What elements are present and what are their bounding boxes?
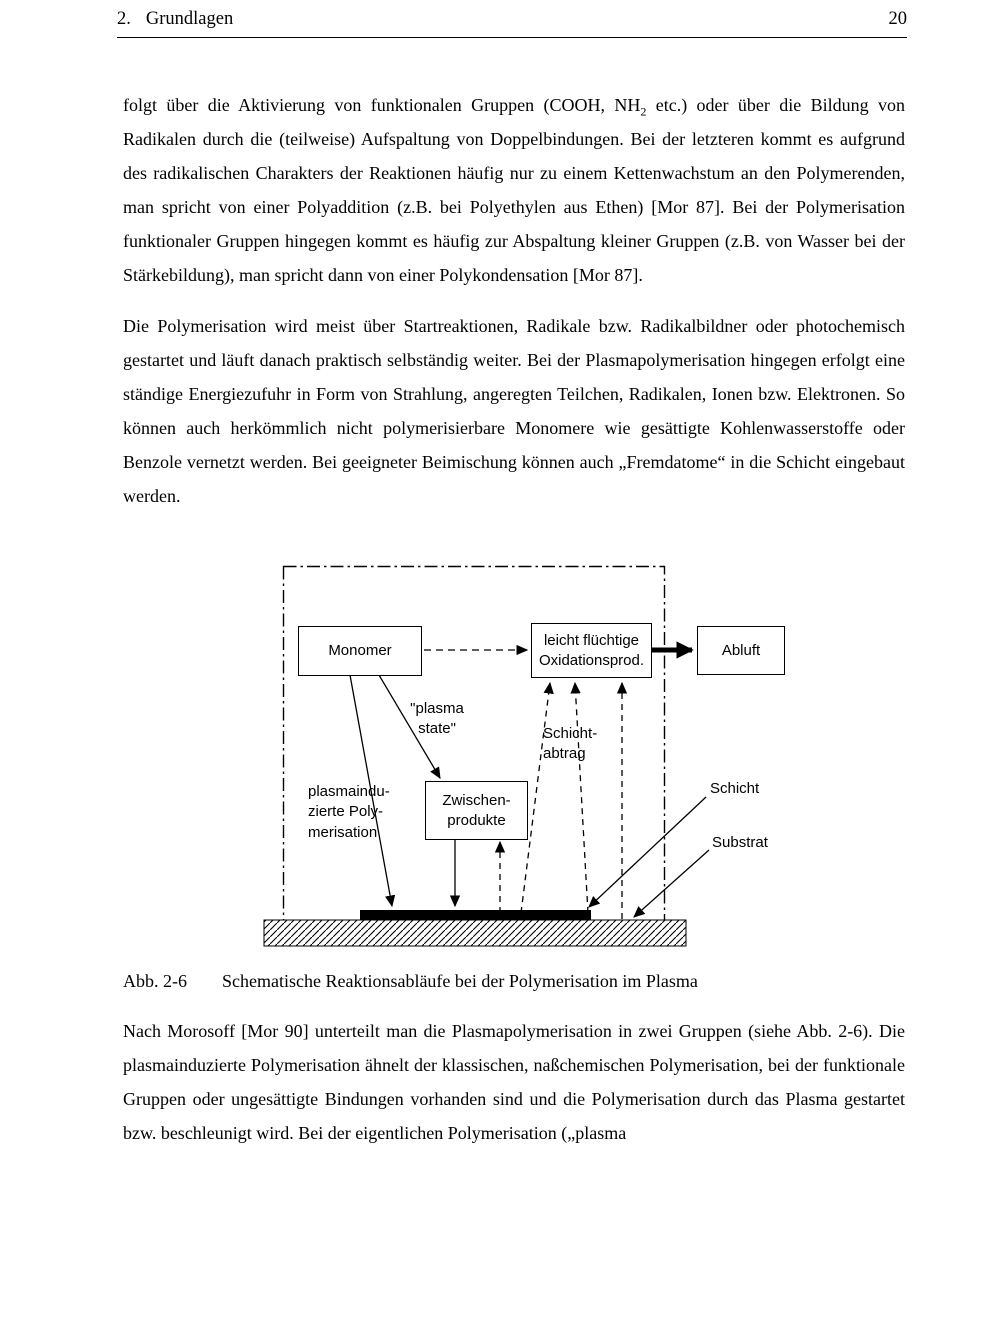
plasma-state-label [391, 699, 483, 740]
schichtabtrag-label [543, 724, 623, 765]
oxidation-products-box [531, 623, 652, 678]
zwischenprodukte-box-label [442, 791, 510, 829]
schicht-layer [360, 910, 591, 920]
section-heading [117, 9, 233, 30]
oxidation-products-line2: Oxidationsprod. [538, 651, 645, 669]
abluft-box-label: Abluft [721, 641, 761, 659]
caption-label: Abb. 2-6 [123, 971, 187, 991]
page-number: 20 [888, 9, 907, 29]
plasmainduziert-line2: zierte Poly- [308, 803, 384, 821]
plasma-state-line2: state" [418, 720, 456, 738]
paragraph-1 [123, 88, 905, 292]
plasmainduziert-line3: merisation [308, 823, 378, 841]
page-header [117, 9, 907, 38]
plasma-state-line1: "plasma [410, 700, 464, 717]
monomer-box [298, 626, 422, 676]
abluft-box [697, 626, 785, 675]
schichtabtrag-line1: Schicht- [543, 725, 598, 742]
caption-text: Schematische Reaktionsabläufe bei der Polymerisation im Plasma [222, 971, 698, 991]
schichtabtrag-line2: abtrag [543, 745, 586, 763]
paragraph-1-part2: etc.) oder über die Bildung von Radikalen durch die (teilweise) Aufspaltung von Doppelbindungen. Bei der letzteren kommt es aufgrund des radikalischen Charakters der Reaktionen häufig nur zu einem Kettenwachstum an den Polymerenden, man spricht von einer Polyaddition (z.B. bei Polyethylen aus Ethen) [Mor 87]. Bei der Polymerisation funktionaler Gruppen hingegen kommt es häufig zur Abspaltung kleiner Gruppen (z.B. von Wasser bei der Stärkebildung), man spricht dann von einer Polykondensation [Mor 87]. [123, 95, 905, 285]
page-body [123, 88, 905, 1150]
figure-caption [123, 971, 905, 992]
figure-diagram [123, 559, 905, 957]
zwischenprodukte-line1: Zwischen- [442, 792, 511, 810]
arrow-schichtabtrag-right [575, 683, 588, 913]
diagram-canvas [123, 559, 905, 957]
section-number: 2. [117, 9, 131, 29]
plasmainduzierte-polymerisation-label [308, 782, 403, 843]
paragraph-1-part1: folgt über die Aktivierung von funktionalen Gruppen (COOH, NH [123, 95, 641, 115]
plasmainduziert-line1: plasmaindu- [308, 783, 390, 800]
schicht-pointer-line [589, 797, 706, 907]
substrat-pointer-line [634, 850, 709, 917]
oxidation-products-box-label [539, 631, 644, 669]
monomer-box-label: Monomer [328, 642, 392, 660]
oxidation-products-line1: leicht flüchtige [543, 632, 640, 650]
paragraph-2: Die Polymerisation wird meist über Startreaktionen, Radikale bzw. Radikalbildner oder photochemisch gestartet und läuft danach praktisch selbständig weiter. Bei der Plasmapolymerisation hingegen erfolgt eine ständige Energiezufuhr in Form von Strahlung, angeregten Teilchen, Radikalen, Ionen bzw. Elektronen. So können auch herkömmlich nicht polymerisierbare Monomere wie gesättigte Kohlenwasserstoffe oder Benzole vernetzt werden. Bei geeigneter Beimischung können auch „Fremdatome“ in die Schicht eingebaut werden. [123, 316, 905, 506]
nh2-subscript: 2 [640, 104, 647, 119]
schicht-label: Schicht [710, 780, 760, 797]
section-title: Grundlagen [145, 9, 234, 29]
substrat-bar [264, 920, 686, 946]
substrat-label: Substrat [712, 834, 768, 851]
zwischenprodukte-box [425, 781, 528, 840]
zwischenprodukte-line2: produkte [447, 811, 506, 829]
paragraph-3: Nach Morosoff [Mor 90] unterteilt man die Plasmapolymerisation in zwei Gruppen (siehe Abb. 2-6). Die plasmainduzierte Polymerisation ähnelt der klassischen, naßchemischen Polymerisation, bei der funktionale Gruppen oder ungesättigte Bindungen vorhanden sind und die Polymerisation durch das Plasma gestartet bzw. beschleunigt wird. Bei der eigentlichen Polymerisation („plasma [123, 1021, 905, 1143]
